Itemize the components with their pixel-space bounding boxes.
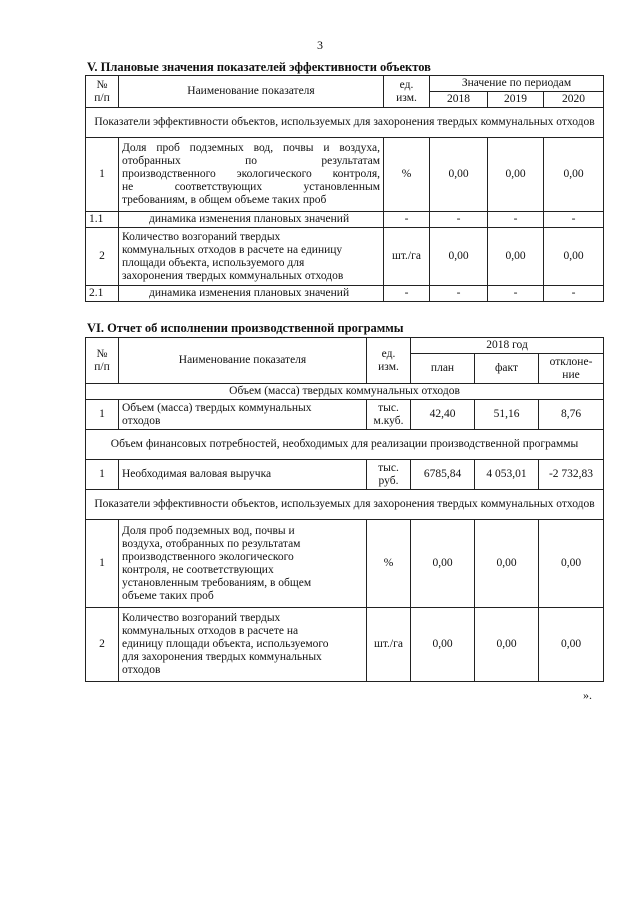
indicator-name: Объем (масса) твердых коммунальных отходов [119,400,367,430]
group-title: Показатели эффективности объектов, используемых для захоронения твердых коммунальных отходов [86,108,604,138]
group-title: Объем финансовых потребностей, необходимых для реализации производственной программы [86,430,604,460]
group-title: Объем (масса) твердых коммунальных отходов [86,384,604,400]
table-row: 2 Количество возгораний твердых коммунальных отходов в расчете на единицу площади объекта, используемого для захоронения твердых коммунальных отходов шт./га 0,00 0,00 0,00 [86,228,604,286]
header-year-2018: 2018 [430,92,488,108]
section-6-title: VI. Отчет об исполнении производственной программы [87,321,404,335]
table-row: 1 Объем (масса) твердых коммунальных отходов тыс. м.куб. 42,40 51,16 8,76 [86,400,604,430]
header-num: № п/п [86,76,119,108]
header-fact: факт [475,354,539,384]
indicator-name: Количество возгораний твердых коммунальных отходов в расчете на единицу площади объекта, используемого для захоронения твердых коммунальных отходов [119,608,367,682]
table-row: 1 Доля проб подземных вод, почвы и воздуха, отобранных по результатам производственного экологического контроля, не соответствующих установленным требованиям, в общем объеме таких проб % 0,00 0,00 0,00 [86,138,604,212]
header-name: Наименование показателя [119,76,384,108]
table-row: 1.1 динамика изменения плановых значений - - - - [86,212,604,228]
page-number: 3 [317,38,323,52]
table-row: 2 Количество возгораний твердых коммунальных отходов в расчете на единицу площади объекта, используемого для захоронения твердых коммунальных отходов шт./га 0,00 0,00 0,00 [86,608,604,682]
indicator-name: Необходимая валовая выручка [119,460,367,490]
table-row: 2.1 динамика изменения плановых значений - - - - [86,286,604,302]
header-unit: ед. изм. [384,76,430,108]
indicator-name: Доля проб подземных вод, почвы и воздуха, отобранных по результатам производственного экологического контроля, не соответствующих установленным требованиям, в общем объеме таких проб [119,520,367,608]
header-year: 2018 год [411,338,604,354]
indicator-name: Доля проб подземных вод, почвы и воздуха, отобранных по результатам производственного экологического контроля, не соответствующих установленным требованиям, в общем объеме таких проб [119,138,384,212]
header-periods: Значение по периодам [430,76,604,92]
table-row: 1 Доля проб подземных вод, почвы и воздуха, отобранных по результатам производственного экологического контроля, не соответствующих установленным требованиям, в общем объеме таких проб % 0,00 0,00 0,00 [86,520,604,608]
indicator-name: Количество возгораний твердых коммунальных отходов в расчете на единицу площади объекта, используемого для захоронения твердых коммунальных отходов [119,228,384,286]
header-year-2019: 2019 [488,92,544,108]
header-deviation: отклоне- ние [539,354,604,384]
header-plan: план [411,354,475,384]
closing-quote: ». [583,688,592,702]
section-6-table [85,337,604,682]
section-5-table [85,75,604,302]
section-5-title: V. Плановые значения показателей эффективности объектов [87,60,431,74]
header-unit: ед. изм. [367,338,411,384]
header-year-2020: 2020 [544,92,604,108]
header-num: № п/п [86,338,119,384]
header-name: Наименование показателя [119,338,367,384]
group-title: Показатели эффективности объектов, используемых для захоронения твердых коммунальных отходов [86,490,604,520]
table-row: 1 Необходимая валовая выручка тыс. руб. 6785,84 4 053,01 -2 732,83 [86,460,604,490]
